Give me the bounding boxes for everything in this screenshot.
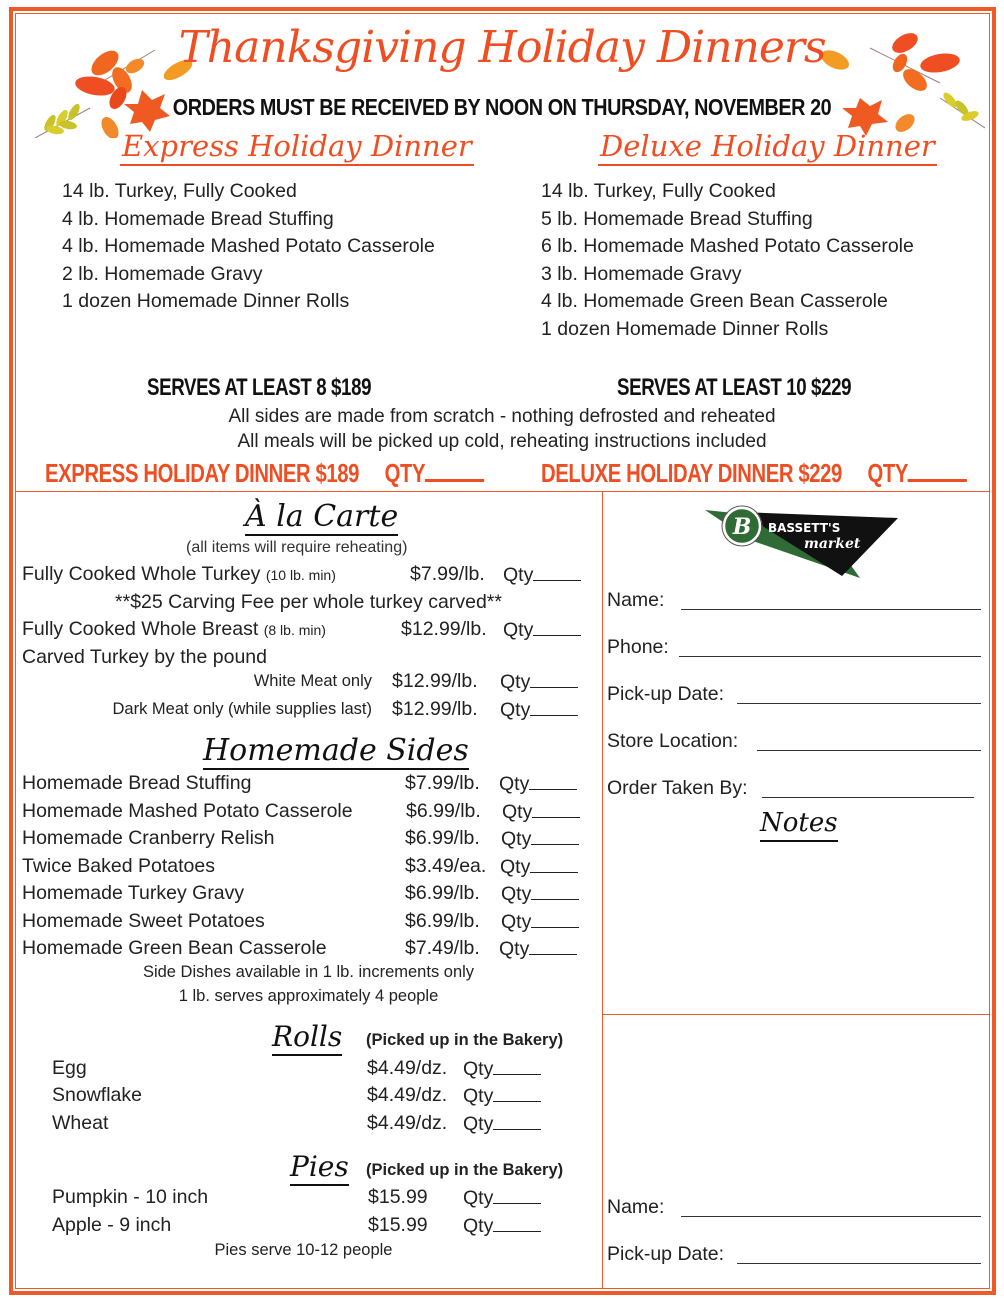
- qty-input[interactable]: [533, 563, 581, 581]
- item-name: White Meat only: [253, 672, 372, 690]
- item-name: Homemade Turkey Gravy: [22, 882, 245, 904]
- item-name: Homemade Green Bean Casserole: [22, 937, 327, 959]
- item-price: $7.99/lb.: [410, 563, 485, 585]
- qty-field: Qty: [463, 1084, 541, 1108]
- item-price: $4.49/dz.: [367, 1084, 448, 1106]
- list-item: 4 lb. Homemade Green Bean Casserole: [541, 290, 888, 312]
- item-name: Snowflake: [52, 1084, 142, 1106]
- deluxe-serves: SERVES AT LEAST 10 $229: [617, 374, 852, 401]
- a-la-carte-subtitle: (all items will require reheating): [186, 539, 408, 556]
- item-note: (10 lb. min): [265, 567, 336, 583]
- section-divider: [15, 491, 990, 492]
- qty-input[interactable]: [529, 772, 577, 790]
- qty-field: Qty: [500, 670, 578, 694]
- side-row: [22, 882, 596, 908]
- item-name: Pumpkin - 10 inch: [52, 1186, 209, 1208]
- list-item: 14 lb. Turkey, Fully Cooked: [62, 180, 297, 202]
- item-name: Dark Meat only (while supplies last): [112, 700, 372, 718]
- item-name: Homemade Bread Stuffing: [22, 772, 252, 794]
- pickup-cold-note: All meals will be picked up cold, reheating instructions included: [237, 431, 767, 452]
- stub-pickup-date-field: [607, 1243, 724, 1269]
- express-order-label: EXPRESS HOLIDAY DINNER $189: [45, 458, 360, 488]
- stub-name-field: [607, 1196, 664, 1222]
- item-name: Twice Baked Potatoes: [22, 855, 215, 877]
- dark-meat-row: [22, 698, 596, 724]
- order-taken-by-field: [607, 777, 748, 803]
- express-order-line: [45, 458, 484, 489]
- pies-title: Pies: [290, 1150, 349, 1186]
- pie-row: [22, 1186, 596, 1212]
- item-price: $15.99: [368, 1214, 428, 1236]
- qty-field: Qty: [463, 1112, 541, 1136]
- express-qty-input[interactable]: [425, 458, 484, 482]
- qty-input[interactable]: [493, 1084, 541, 1102]
- carved-turkey-heading: Carved Turkey by the pound: [22, 646, 267, 668]
- field-label: Phone:: [607, 636, 669, 658]
- item-name: Fully Cooked Whole Turkey (10 lb. min): [22, 563, 336, 585]
- white-meat-row: [22, 670, 596, 696]
- express-qty-label: QTY: [384, 458, 426, 488]
- rolls-pickup-note: (Picked up in the Bakery): [366, 1031, 564, 1049]
- qty-input[interactable]: [529, 937, 577, 955]
- item-price: $12.99/lb.: [392, 670, 478, 692]
- list-item: 5 lb. Homemade Bread Stuffing: [541, 207, 813, 230]
- item-price: $15.99: [368, 1186, 428, 1208]
- deluxe-order-label: DELUXE HOLIDAY DINNER $229: [541, 458, 842, 488]
- order-deadline: ORDERS MUST BE RECEIVED BY NOON ON THURSDAY, NOVEMBER 20: [172, 94, 832, 120]
- stub-name-input[interactable]: [681, 1216, 981, 1217]
- list-item: 4 lb. Homemade Mashed Potato Casserole: [62, 235, 435, 257]
- qty-field: Qty: [501, 827, 579, 851]
- item-name: Apple - 9 inch: [52, 1214, 172, 1236]
- item-price: $7.99/lb.: [405, 772, 480, 794]
- side-row: [22, 910, 596, 936]
- qty-field: Qty: [499, 937, 577, 961]
- qty-input[interactable]: [493, 1186, 541, 1204]
- roll-row: [22, 1084, 596, 1110]
- qty-input[interactable]: [532, 800, 580, 818]
- roll-row: [22, 1112, 596, 1138]
- side-row: [22, 772, 596, 798]
- pies-pickup-note: (Picked up in the Bakery): [366, 1161, 564, 1179]
- list-item: 3 lb. Homemade Gravy: [541, 262, 742, 285]
- item-name: Homemade Mashed Potato Casserole: [22, 800, 353, 822]
- qty-input[interactable]: [531, 827, 579, 845]
- qty-field: Qty: [499, 772, 577, 796]
- item-note: (8 lb. min): [263, 622, 326, 638]
- field-label: Pick-up Date:: [607, 683, 725, 705]
- item-name: Egg: [52, 1057, 87, 1079]
- qty-input[interactable]: [533, 618, 581, 636]
- rolls-title: Rolls: [272, 1020, 342, 1056]
- roll-row: [22, 1057, 596, 1083]
- qty-field: Qty: [503, 563, 581, 587]
- name-input[interactable]: [681, 609, 981, 610]
- field-label: Name:: [607, 1196, 665, 1218]
- deluxe-dinner-title: Deluxe Holiday Dinner: [598, 128, 937, 166]
- list-item: 2 lb. Homemade Gravy: [62, 262, 263, 285]
- qty-field: Qty: [500, 855, 578, 879]
- qty-input[interactable]: [493, 1057, 541, 1075]
- phone-input[interactable]: [679, 656, 981, 657]
- sides-serving-note: 1 lb. serves approximately 4 people: [178, 987, 439, 1005]
- qty-field: Qty: [501, 910, 579, 934]
- customer-name-field: [607, 589, 664, 615]
- list-item: 6 lb. Homemade Mashed Potato Casserole: [541, 235, 914, 257]
- side-row: [22, 855, 596, 881]
- pickup-date-field: [607, 683, 724, 709]
- deluxe-dinner-items: [541, 178, 914, 343]
- list-item: 4 lb. Homemade Bread Stuffing: [62, 207, 334, 230]
- pie-row: [22, 1214, 596, 1240]
- field-label: Pick-up Date:: [607, 1243, 725, 1265]
- a-la-carte-title: À la Carte: [245, 499, 399, 534]
- qty-input[interactable]: [530, 855, 578, 873]
- store-location-input[interactable]: [757, 750, 981, 751]
- field-label: Name:: [607, 589, 665, 611]
- logo-initial: B: [732, 514, 752, 540]
- whole-turkey-row: [22, 563, 596, 589]
- list-item: 1 dozen Homemade Dinner Rolls: [541, 317, 829, 340]
- item-price: $12.99/lb.: [392, 698, 478, 720]
- notes-title: Notes: [760, 806, 838, 842]
- qty-input[interactable]: [530, 670, 578, 688]
- qty-field: Qty: [503, 618, 581, 642]
- item-name: Homemade Sweet Potatoes: [22, 910, 265, 932]
- qty-field: Qty: [463, 1057, 541, 1081]
- item-price: $6.99/lb.: [405, 882, 480, 904]
- qty-input[interactable]: [530, 698, 578, 716]
- qty-input[interactable]: [493, 1112, 541, 1130]
- order-taken-by-input[interactable]: [762, 797, 974, 798]
- qty-input[interactable]: [531, 882, 579, 900]
- pies-serving-note: Pies serve 10-12 people: [214, 1241, 393, 1259]
- sides-increment-note: Side Dishes available in 1 lb. increments only: [142, 963, 475, 981]
- item-price: $12.99/lb.: [401, 618, 487, 640]
- store-location-field: [607, 730, 738, 756]
- scratch-note: All sides are made from scratch - nothing defrosted and reheated: [228, 406, 776, 427]
- whole-breast-row: [22, 618, 596, 644]
- logo-brand: BASSETT'S: [768, 521, 841, 535]
- logo-sub: market: [804, 536, 861, 552]
- qty-field: Qty: [463, 1186, 541, 1210]
- qty-input[interactable]: [531, 910, 579, 928]
- item-price: $4.49/dz.: [367, 1112, 448, 1134]
- field-label: Order Taken By:: [607, 777, 748, 799]
- item-name: Wheat: [52, 1112, 109, 1134]
- item-price: $6.99/lb.: [405, 910, 480, 932]
- carving-fee-note: **$25 Carving Fee per whole turkey carved**: [115, 591, 502, 613]
- stub-pickup-date-input[interactable]: [737, 1263, 981, 1264]
- item-price: $6.99/lb.: [405, 827, 480, 849]
- item-price: $7.49/lb.: [405, 937, 480, 959]
- qty-field: Qty: [502, 800, 580, 824]
- item-price: $6.99/lb.: [406, 800, 481, 822]
- item-price: $3.49/ea.: [405, 855, 487, 877]
- stub-divider: [602, 1014, 990, 1015]
- qty-field: Qty: [501, 882, 579, 906]
- list-item: 1 dozen Homemade Dinner Rolls: [62, 290, 350, 312]
- side-row: [22, 827, 596, 853]
- column-divider: [602, 491, 603, 1289]
- homemade-sides-title: Homemade Sides: [203, 733, 469, 768]
- pickup-date-input[interactable]: [737, 703, 981, 704]
- qty-field: Qty: [500, 698, 578, 722]
- notes-area[interactable]: [606, 845, 988, 1010]
- item-name: Fully Cooked Whole Breast (8 lb. min): [22, 618, 326, 640]
- express-dinner-items: [62, 178, 435, 316]
- express-dinner-title: Express Holiday Dinner: [120, 128, 474, 166]
- deluxe-qty-input[interactable]: [908, 458, 967, 482]
- page-title: Thanksgiving Holiday Dinners: [178, 22, 826, 73]
- field-label: Store Location:: [607, 730, 739, 752]
- qty-input[interactable]: [493, 1214, 541, 1232]
- bassetts-market-logo: [700, 500, 900, 578]
- deluxe-order-line: [541, 458, 967, 489]
- item-name: Homemade Cranberry Relish: [22, 827, 275, 849]
- list-item: 14 lb. Turkey, Fully Cooked: [541, 180, 776, 202]
- qty-field: Qty: [463, 1214, 541, 1238]
- express-serves: SERVES AT LEAST 8 $189: [147, 374, 372, 401]
- side-row: [22, 937, 596, 963]
- item-price: $4.49/dz.: [367, 1057, 448, 1079]
- deluxe-qty-label: QTY: [867, 458, 908, 488]
- phone-field: [607, 636, 669, 662]
- side-row: [22, 800, 596, 826]
